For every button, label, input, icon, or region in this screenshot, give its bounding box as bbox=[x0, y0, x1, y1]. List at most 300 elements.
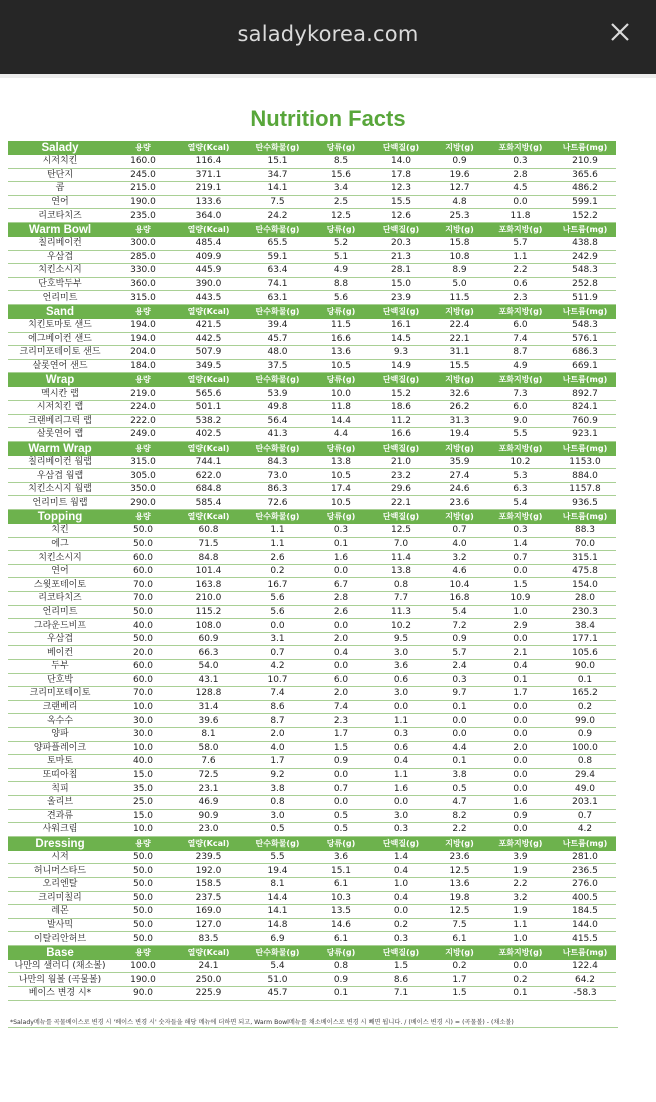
nutrient-value: 24.2 bbox=[243, 209, 312, 223]
nutrient-value: 28.1 bbox=[370, 264, 432, 278]
section-name: Topping bbox=[8, 510, 112, 525]
table-row bbox=[8, 905, 616, 919]
nutrient-value: 0.1 bbox=[487, 673, 554, 687]
nutrient-value: 50.0 bbox=[112, 891, 174, 905]
item-name: 토마토 bbox=[8, 755, 112, 769]
nutrient-value: 3.6 bbox=[370, 660, 432, 674]
nutrient-value: 10.4 bbox=[432, 578, 487, 592]
nutrient-value: 4.4 bbox=[312, 428, 370, 442]
nutrient-value: 0.3 bbox=[432, 673, 487, 687]
nutrient-value: 622.0 bbox=[174, 469, 243, 483]
nutrient-value: 190.0 bbox=[112, 973, 174, 987]
column-header: 단백질(g) bbox=[370, 510, 432, 525]
nutrient-value: 15.2 bbox=[370, 387, 432, 400]
nutrient-value: 50.0 bbox=[112, 864, 174, 878]
nutrient-value: 501.1 bbox=[174, 400, 243, 414]
table-row bbox=[8, 155, 616, 168]
nutrient-value: 6.7 bbox=[312, 578, 370, 592]
column-header: 나트륨(mg) bbox=[554, 141, 616, 155]
nutrient-value: 0.0 bbox=[312, 564, 370, 578]
nutrient-value: 14.1 bbox=[243, 182, 312, 196]
nutrient-value: 1.7 bbox=[312, 727, 370, 741]
nutrient-value: 0.8 bbox=[554, 755, 616, 769]
nutrient-value: 7.4 bbox=[312, 700, 370, 714]
nutrient-value: 4.9 bbox=[487, 359, 554, 373]
nutrient-value: 45.7 bbox=[243, 332, 312, 346]
column-header: 나트륨(mg) bbox=[554, 836, 616, 851]
nutrient-value: 154.0 bbox=[554, 578, 616, 592]
nutrient-value: 16.1 bbox=[370, 319, 432, 332]
nutrient-value: 2.2 bbox=[487, 877, 554, 891]
table-row bbox=[8, 960, 616, 973]
nutrient-value: 20.3 bbox=[370, 237, 432, 250]
nutrient-value: 204.0 bbox=[112, 346, 174, 360]
item-name: 올리브 bbox=[8, 795, 112, 809]
nutrient-value: 50.0 bbox=[112, 524, 174, 537]
nutrient-value: 12.3 bbox=[370, 182, 432, 196]
item-name: 시저치킨 랩 bbox=[8, 400, 112, 414]
item-name: 치킨소시지 bbox=[8, 264, 112, 278]
nutrient-value: 0.9 bbox=[312, 755, 370, 769]
nutrient-value: 88.3 bbox=[554, 524, 616, 537]
column-header: 당류(g) bbox=[312, 441, 370, 456]
nutrient-value: 1.5 bbox=[370, 960, 432, 973]
nutrient-value: 23.1 bbox=[174, 782, 243, 796]
nutrient-value: 116.4 bbox=[174, 155, 243, 168]
nutrient-value: 10.0 bbox=[112, 741, 174, 755]
item-name: 견과류 bbox=[8, 809, 112, 823]
nutrient-value: 12.7 bbox=[432, 182, 487, 196]
nutrient-value: 0.1 bbox=[312, 987, 370, 1001]
column-header: 포화지방(g) bbox=[487, 945, 554, 960]
nutrient-value: 23.0 bbox=[174, 823, 243, 837]
item-name: 크랜베리 bbox=[8, 700, 112, 714]
nutrient-value: 31.4 bbox=[174, 700, 243, 714]
nutrient-value: 66.3 bbox=[174, 646, 243, 660]
nutrient-value: 250.0 bbox=[174, 973, 243, 987]
nutrient-value: 8.2 bbox=[432, 809, 487, 823]
nutrient-value: 23.6 bbox=[432, 851, 487, 864]
item-name: 치킨소시지 bbox=[8, 551, 112, 565]
nutrient-value: 0.0 bbox=[487, 564, 554, 578]
nutrient-value: 5.6 bbox=[312, 291, 370, 305]
nutrient-value: 4.4 bbox=[432, 741, 487, 755]
nutrient-value: 4.6 bbox=[432, 564, 487, 578]
nutrient-value: 21.3 bbox=[370, 250, 432, 264]
nutrient-value: 4.7 bbox=[432, 795, 487, 809]
nutrient-value: 485.4 bbox=[174, 237, 243, 250]
nutrient-value: 1.7 bbox=[432, 973, 487, 987]
column-header: 탄수화물(g) bbox=[243, 373, 312, 388]
nutrition-table-body bbox=[8, 141, 616, 1000]
nutrient-value: 1.1 bbox=[370, 714, 432, 728]
nutrient-value: 190.0 bbox=[112, 195, 174, 209]
nutrient-value: 2.0 bbox=[312, 687, 370, 701]
nutrient-value: 8.1 bbox=[243, 877, 312, 891]
nutrient-value: 10.2 bbox=[370, 619, 432, 633]
table-row bbox=[8, 578, 616, 592]
table-row bbox=[8, 823, 616, 837]
item-name: 에그베이컨 샌드 bbox=[8, 332, 112, 346]
nutrient-value: 3.8 bbox=[243, 782, 312, 796]
nutrient-value: 300.0 bbox=[112, 237, 174, 250]
nutrient-value: 0.1 bbox=[432, 755, 487, 769]
nutrient-value: 9.7 bbox=[432, 687, 487, 701]
nutrient-value: 0.6 bbox=[370, 741, 432, 755]
section-header-row bbox=[8, 222, 616, 237]
column-header: 탄수화물(g) bbox=[243, 510, 312, 525]
nutrient-value: 203.1 bbox=[554, 795, 616, 809]
nutrient-value: 0.0 bbox=[312, 619, 370, 633]
nutrient-value: 315.1 bbox=[554, 551, 616, 565]
nutrient-value: 760.9 bbox=[554, 414, 616, 428]
nutrient-value: 0.9 bbox=[554, 727, 616, 741]
nutrient-value: 11.4 bbox=[370, 551, 432, 565]
table-row bbox=[8, 346, 616, 360]
nutrient-value: 421.5 bbox=[174, 319, 243, 332]
column-header: 당류(g) bbox=[312, 945, 370, 960]
nutrient-value: 16.7 bbox=[243, 578, 312, 592]
nutrient-value: 2.3 bbox=[312, 714, 370, 728]
nutrient-value: 14.6 bbox=[312, 918, 370, 932]
nutrient-value: 2.2 bbox=[432, 823, 487, 837]
column-header: 나트륨(mg) bbox=[554, 945, 616, 960]
item-name: 시저 bbox=[8, 851, 112, 864]
nutrient-value: 923.1 bbox=[554, 428, 616, 442]
item-name: 스윗포테이토 bbox=[8, 578, 112, 592]
column-header: 나트륨(mg) bbox=[554, 373, 616, 388]
nutrient-value: 0.7 bbox=[432, 524, 487, 537]
nutrient-value: 25.3 bbox=[432, 209, 487, 223]
nutrient-value: 15.1 bbox=[312, 864, 370, 878]
nutrient-value: 0.0 bbox=[432, 727, 487, 741]
nutrient-value: 23.9 bbox=[370, 291, 432, 305]
column-header: 단백질(g) bbox=[370, 441, 432, 456]
nutrient-value: 0.2 bbox=[487, 973, 554, 987]
item-name: 치킨 bbox=[8, 524, 112, 537]
nutrient-value: 276.0 bbox=[554, 877, 616, 891]
column-header: 탄수화물(g) bbox=[243, 945, 312, 960]
nutrient-value: 83.5 bbox=[174, 932, 243, 946]
nutrient-value: 3.8 bbox=[432, 768, 487, 782]
nutrient-value: 1.7 bbox=[487, 687, 554, 701]
nutrient-value: 210.9 bbox=[554, 155, 616, 168]
nutrient-value: 0.1 bbox=[487, 987, 554, 1001]
nutrient-value: 2.0 bbox=[312, 632, 370, 646]
item-name: 옥수수 bbox=[8, 714, 112, 728]
nutrient-value: 70.0 bbox=[112, 687, 174, 701]
nutrient-value: 12.6 bbox=[370, 209, 432, 223]
nutrient-value: 14.8 bbox=[243, 918, 312, 932]
nutrient-value: 0.5 bbox=[432, 782, 487, 796]
item-name: 칠리베이컨 bbox=[8, 237, 112, 250]
nutrient-value: 30.0 bbox=[112, 714, 174, 728]
nutrient-value: 0.5 bbox=[312, 809, 370, 823]
nutrient-value: 15.0 bbox=[370, 277, 432, 291]
nutrient-value: 12.5 bbox=[432, 905, 487, 919]
nutrient-value: 28.0 bbox=[554, 592, 616, 606]
nutrient-value: 249.0 bbox=[112, 428, 174, 442]
nutrient-value: 50.0 bbox=[112, 851, 174, 864]
nutrient-value: 8.6 bbox=[370, 973, 432, 987]
nutrient-value: 11.3 bbox=[370, 605, 432, 619]
item-name: 레몬 bbox=[8, 905, 112, 919]
item-name: 리코타치즈 bbox=[8, 592, 112, 606]
column-header: 포화지방(g) bbox=[487, 373, 554, 388]
nutrient-value: 1.6 bbox=[370, 782, 432, 796]
nutrient-value: 5.4 bbox=[243, 960, 312, 973]
nutrient-value: 0.1 bbox=[554, 673, 616, 687]
nutrient-value: 13.8 bbox=[312, 456, 370, 469]
column-header: 포화지방(g) bbox=[487, 141, 554, 155]
column-header: 용량 bbox=[112, 441, 174, 456]
item-name: 양파 bbox=[8, 727, 112, 741]
nutrient-value: 438.8 bbox=[554, 237, 616, 250]
footnote: *Salady메뉴를 곡물베이스로 변경 시 '베이스 변경 시' 숫자들을 해당 메뉴에 더하면 되고, Warm Bowl메뉴를 채소베이스로 변경 시 빼면 됩니다. / (베이스 변경 시) = (곡물볼) - (채소볼) bbox=[10, 1019, 514, 1026]
nutrient-value: 0.3 bbox=[312, 524, 370, 537]
nutrient-value: 245.0 bbox=[112, 168, 174, 182]
table-row bbox=[8, 646, 616, 660]
column-header: 지방(g) bbox=[432, 304, 487, 319]
nutrient-value: 16.8 bbox=[432, 592, 487, 606]
nutrient-value: 70.0 bbox=[554, 537, 616, 551]
column-header: 포화지방(g) bbox=[487, 441, 554, 456]
table-row bbox=[8, 250, 616, 264]
nutrient-value: 16.6 bbox=[370, 428, 432, 442]
nutrient-value: 224.0 bbox=[112, 400, 174, 414]
nutrient-value: 84.8 bbox=[174, 551, 243, 565]
nutrient-value: 364.0 bbox=[174, 209, 243, 223]
section-name: Wrap bbox=[8, 373, 112, 388]
nutrient-value: 3.0 bbox=[370, 687, 432, 701]
table-row bbox=[8, 564, 616, 578]
nutrient-value: 1.5 bbox=[432, 987, 487, 1001]
column-header: 열량(Kcal) bbox=[174, 373, 243, 388]
nutrient-value: 184.0 bbox=[112, 359, 174, 373]
item-name: 칠리베이컨 웜랩 bbox=[8, 456, 112, 469]
table-row bbox=[8, 414, 616, 428]
nutrient-value: 14.4 bbox=[243, 891, 312, 905]
section-name: Warm Wrap bbox=[8, 441, 112, 456]
item-name: 나만의 샐러디 (채소볼) bbox=[8, 960, 112, 973]
nutrient-value: 9.5 bbox=[370, 632, 432, 646]
nutrient-value: 5.2 bbox=[312, 237, 370, 250]
column-header: 당류(g) bbox=[312, 836, 370, 851]
item-name: 우삼겹 웜랩 bbox=[8, 469, 112, 483]
nutrient-value: 21.0 bbox=[370, 456, 432, 469]
nutrient-value: 5.7 bbox=[487, 237, 554, 250]
item-name: 크랜베리그릭 랩 bbox=[8, 414, 112, 428]
nutrient-value: 0.3 bbox=[370, 823, 432, 837]
item-name: 언리미트 bbox=[8, 605, 112, 619]
column-header: 지방(g) bbox=[432, 945, 487, 960]
close-icon[interactable] bbox=[606, 18, 634, 46]
nutrient-value: 7.4 bbox=[487, 332, 554, 346]
nutrient-value: 64.2 bbox=[554, 973, 616, 987]
nutrient-value: 486.2 bbox=[554, 182, 616, 196]
nutrient-value: 63.4 bbox=[243, 264, 312, 278]
nutrient-value: 108.0 bbox=[174, 619, 243, 633]
column-header: 지방(g) bbox=[432, 441, 487, 456]
section-header-row bbox=[8, 373, 616, 388]
nutrient-value: 0.2 bbox=[243, 564, 312, 578]
nutrient-value: 2.9 bbox=[487, 619, 554, 633]
nutrient-value: 14.5 bbox=[370, 332, 432, 346]
column-header: 단백질(g) bbox=[370, 141, 432, 155]
nutrient-value: 15.0 bbox=[112, 768, 174, 782]
nutrient-value: 2.8 bbox=[312, 592, 370, 606]
column-header: 열량(Kcal) bbox=[174, 141, 243, 155]
nutrient-value: 84.3 bbox=[243, 456, 312, 469]
column-header: 단백질(g) bbox=[370, 373, 432, 388]
nutrient-value: 144.0 bbox=[554, 918, 616, 932]
item-name: 크리미포테이토 bbox=[8, 687, 112, 701]
nutrient-value: 50.0 bbox=[112, 877, 174, 891]
table-row bbox=[8, 482, 616, 496]
table-row bbox=[8, 619, 616, 633]
nutrient-value: 1.1 bbox=[370, 768, 432, 782]
column-header: 용량 bbox=[112, 141, 174, 155]
nutrient-value: 0.0 bbox=[487, 782, 554, 796]
column-header: 열량(Kcal) bbox=[174, 304, 243, 319]
nutrient-value: 548.3 bbox=[554, 264, 616, 278]
item-name: 양파플레이크 bbox=[8, 741, 112, 755]
nutrient-value: 32.6 bbox=[432, 387, 487, 400]
item-name: 우삼겹 bbox=[8, 250, 112, 264]
nutrient-value: 0.8 bbox=[312, 960, 370, 973]
column-header: 탄수화물(g) bbox=[243, 441, 312, 456]
nutrient-value: 15.0 bbox=[112, 809, 174, 823]
nutrient-value: 13.5 bbox=[312, 905, 370, 919]
nutrient-value: 72.6 bbox=[243, 496, 312, 510]
nutrient-value: 90.0 bbox=[554, 660, 616, 674]
nutrient-value: 1.4 bbox=[487, 537, 554, 551]
nutrient-value: 50.0 bbox=[112, 932, 174, 946]
nutrient-value: 10.0 bbox=[112, 700, 174, 714]
nutrient-value: 252.8 bbox=[554, 277, 616, 291]
table-row bbox=[8, 987, 616, 1001]
item-name: 언리미트 웜랩 bbox=[8, 496, 112, 510]
nutrient-value: 0.9 bbox=[432, 155, 487, 168]
item-name: 에그 bbox=[8, 537, 112, 551]
nutrient-value: 10.8 bbox=[432, 250, 487, 264]
nutrient-value: 315.0 bbox=[112, 456, 174, 469]
table-row bbox=[8, 319, 616, 332]
nutrient-value: 2.0 bbox=[487, 741, 554, 755]
nutrient-value: 538.2 bbox=[174, 414, 243, 428]
nutrient-value: 10.5 bbox=[312, 359, 370, 373]
item-name: 크리미칠리 bbox=[8, 891, 112, 905]
nutrient-value: 7.5 bbox=[432, 918, 487, 932]
table-row bbox=[8, 877, 616, 891]
nutrient-value: 415.5 bbox=[554, 932, 616, 946]
nutrient-value: 0.0 bbox=[312, 660, 370, 674]
nutrient-value: 5.5 bbox=[487, 428, 554, 442]
item-name: 사워크림 bbox=[8, 823, 112, 837]
item-name: 칙피 bbox=[8, 782, 112, 796]
nutrient-value: 53.9 bbox=[243, 387, 312, 400]
nutrient-value: 45.7 bbox=[243, 987, 312, 1001]
table-row bbox=[8, 755, 616, 769]
nutrient-value: 152.2 bbox=[554, 209, 616, 223]
nutrient-value: 7.2 bbox=[432, 619, 487, 633]
table-row bbox=[8, 918, 616, 932]
page-title: Nutrition Facts bbox=[250, 106, 406, 131]
table-row bbox=[8, 687, 616, 701]
nutrient-value: 60.0 bbox=[112, 551, 174, 565]
nutrient-value: 2.3 bbox=[487, 291, 554, 305]
table-row bbox=[8, 700, 616, 714]
column-header: 당류(g) bbox=[312, 373, 370, 388]
nutrient-value: 26.2 bbox=[432, 400, 487, 414]
nutrient-value: 0.5 bbox=[243, 823, 312, 837]
nutrient-value: 0.7 bbox=[487, 551, 554, 565]
nutrient-value: 6.0 bbox=[487, 319, 554, 332]
nutrient-value: 37.5 bbox=[243, 359, 312, 373]
section-name: Sand bbox=[8, 304, 112, 319]
nutrient-value: 0.2 bbox=[554, 700, 616, 714]
nutrient-value: 4.0 bbox=[243, 741, 312, 755]
nutrient-value: 0.3 bbox=[370, 932, 432, 946]
nutrient-value: 25.0 bbox=[112, 795, 174, 809]
nutrient-value: 3.9 bbox=[487, 851, 554, 864]
nutrient-value: 445.9 bbox=[174, 264, 243, 278]
nutrient-value: 5.4 bbox=[487, 496, 554, 510]
nutrient-value: 17.4 bbox=[312, 482, 370, 496]
nutrient-value: 6.0 bbox=[312, 673, 370, 687]
item-name: 발사믹 bbox=[8, 918, 112, 932]
column-header: 나트륨(mg) bbox=[554, 222, 616, 237]
table-row bbox=[8, 237, 616, 250]
nutrient-value: 744.1 bbox=[174, 456, 243, 469]
table-row bbox=[8, 809, 616, 823]
nutrient-value: 15.1 bbox=[243, 155, 312, 168]
nutrient-value: 7.6 bbox=[174, 755, 243, 769]
nutrient-value: 3.6 bbox=[312, 851, 370, 864]
nutrient-value: 281.0 bbox=[554, 851, 616, 864]
nutrient-value: 49.0 bbox=[554, 782, 616, 796]
table-row bbox=[8, 332, 616, 346]
nutrient-value: 0.6 bbox=[487, 277, 554, 291]
table-row bbox=[8, 660, 616, 674]
table-row bbox=[8, 932, 616, 946]
nutrient-value: 10.7 bbox=[243, 673, 312, 687]
item-name: 리코타치즈 bbox=[8, 209, 112, 223]
table-row bbox=[8, 524, 616, 537]
nutrient-value: 3.0 bbox=[370, 809, 432, 823]
nutrient-value: 22.1 bbox=[432, 332, 487, 346]
nutrient-value: 0.0 bbox=[487, 632, 554, 646]
nutrient-value: 8.8 bbox=[312, 277, 370, 291]
nutrient-value: 49.8 bbox=[243, 400, 312, 414]
nutrient-value: 7.5 bbox=[243, 195, 312, 209]
nutrient-value: 105.6 bbox=[554, 646, 616, 660]
nutrient-value: 27.4 bbox=[432, 469, 487, 483]
table-row bbox=[8, 428, 616, 442]
nutrient-value: 684.8 bbox=[174, 482, 243, 496]
url-text[interactable]: saladykorea.com bbox=[237, 22, 419, 46]
nutrient-value: 8.5 bbox=[312, 155, 370, 168]
nutrient-value: 5.5 bbox=[243, 851, 312, 864]
nutrient-value: 349.5 bbox=[174, 359, 243, 373]
nutrient-value: 50.0 bbox=[112, 632, 174, 646]
table-row bbox=[8, 469, 616, 483]
nutrient-value: 29.4 bbox=[554, 768, 616, 782]
nutrient-value: 2.8 bbox=[487, 168, 554, 182]
nutrient-value: 1.7 bbox=[243, 755, 312, 769]
nutrient-value: 5.7 bbox=[432, 646, 487, 660]
nutrient-value: 39.6 bbox=[174, 714, 243, 728]
